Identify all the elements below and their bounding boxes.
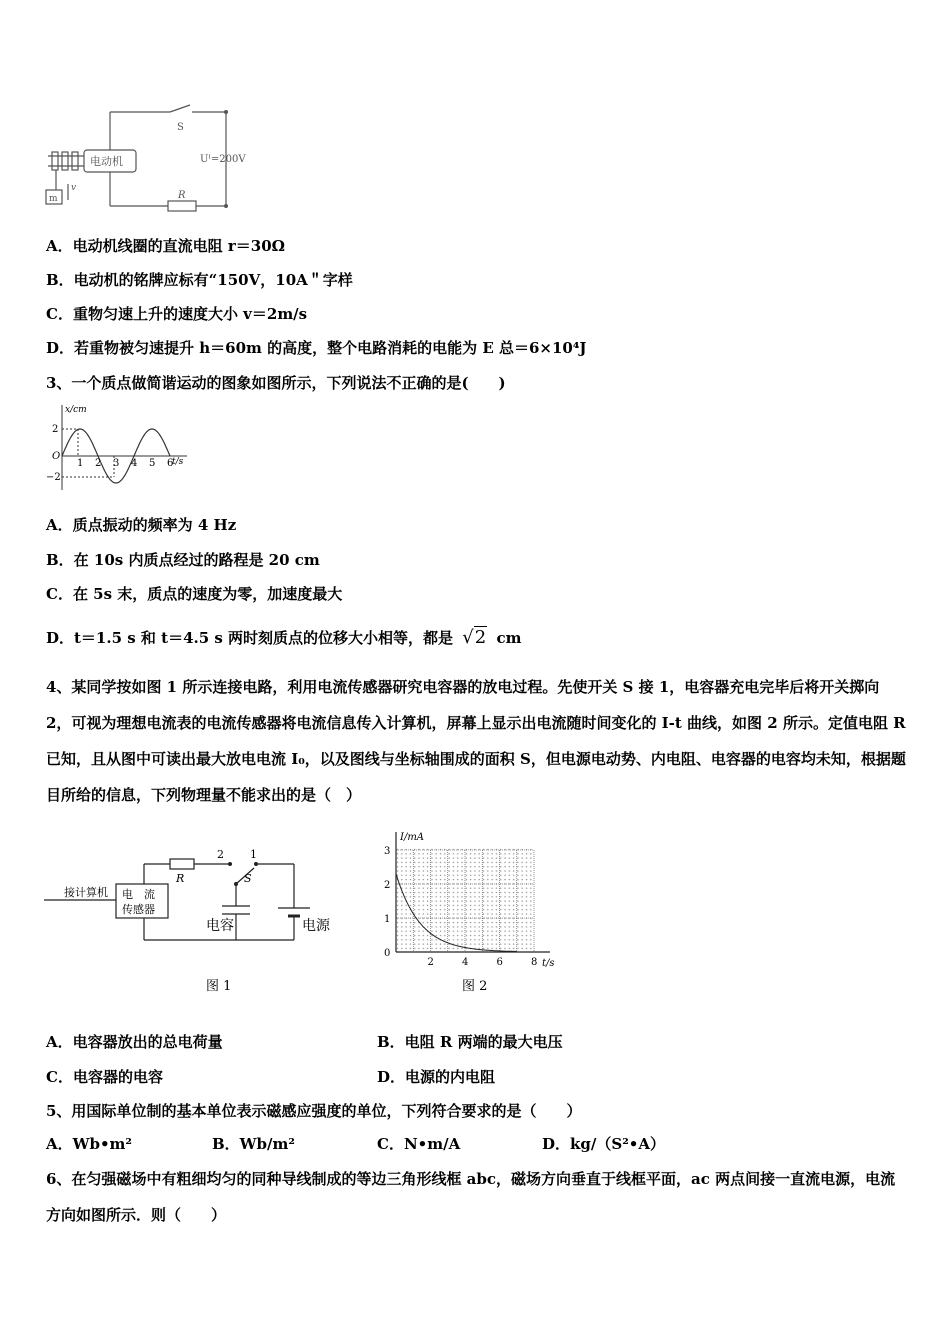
contact-2-label: 2 xyxy=(217,848,224,861)
q3-option-b: B．在 10s 内质点经过的路程是 20 cm xyxy=(46,551,320,569)
q4-option-b: B．电阻 R 两端的最大电压 xyxy=(377,1033,563,1051)
q2-option-c: C．重物匀速上升的速度大小 v＝2m/s xyxy=(46,305,308,323)
q5-option-c: C．N•m/A xyxy=(377,1135,461,1153)
q4-stem: 4、某同学按如图 1 所示连接电路，利用电流传感器研究电容器的放电过程。先使开关 S 接 1，电容器充电完毕后将开关掷向 2，可视为理想电流表的电流传感器将电流信息传入计算机，屏幕上显示出电流随时间变化的 I-t 曲线，如图 2 所示。定值电阻 R 已知，且从图中可读出最大放电电流 I₀，以及图线与坐标轴围成的面积 S，但电源电动势、内电阻、电容器的电容均未知，根据题目所给的信息，下列物理量不能求出的是（ ） xyxy=(46,678,906,804)
it-xlabel: t/s xyxy=(542,958,555,969)
computer-label: 接计算机 xyxy=(64,886,108,899)
switch-s-label: S xyxy=(244,872,252,885)
q3-option-d xyxy=(46,628,521,648)
it-ytick-label: 2 xyxy=(384,880,391,891)
shm-xtick-label: 5 xyxy=(149,458,156,469)
q4-option-c: C．电容器的电容 xyxy=(46,1068,163,1086)
mass-label: m xyxy=(49,194,58,204)
q2-option-b: B．电动机的铭牌应标有“150V，10A＂字样 xyxy=(46,271,353,289)
shm-graph xyxy=(42,400,202,495)
it-ylabel: I/mA xyxy=(400,832,425,843)
shm-y-neg: −2 xyxy=(46,472,61,483)
motor-label: 电动机 xyxy=(90,155,123,168)
shm-origin: O xyxy=(52,451,61,462)
shm-xtick-label: 4 xyxy=(131,458,138,469)
capacitor-label: 电容 xyxy=(206,918,234,934)
it-graph-figure xyxy=(374,826,574,1001)
fig2-caption: 图 2 xyxy=(462,979,488,994)
q4-option-a: A．电容器放出的总电荷量 xyxy=(46,1033,223,1051)
q3-option-d-unit: cm xyxy=(496,629,522,647)
shm-y-pos: 2 xyxy=(52,424,59,435)
voltage-label: Uᴵ=200V xyxy=(200,154,246,165)
q3-option-a: A．质点振动的频率为 4 Hz xyxy=(46,516,237,534)
sqrt-radicand: 2 xyxy=(474,627,487,648)
switch-label: S xyxy=(177,122,184,133)
q4-option-d: D．电源的内电阻 xyxy=(377,1068,496,1086)
q2-option-a: A．电动机线圈的直流电阻 r＝30Ω xyxy=(46,237,285,255)
it-xtick-label: 4 xyxy=(462,957,469,968)
it-ytick-label: 0 xyxy=(384,948,391,959)
q5-stem: 5、用国际单位制的基本单位表示磁感应强度的单位，下列符合要求的是（ ） xyxy=(46,1102,582,1120)
motor-circuit-figure xyxy=(40,100,280,215)
q5-option-d: D．kg/（S²•A） xyxy=(542,1135,665,1153)
it-xtick-label: 8 xyxy=(531,957,538,968)
q5-option-a: A．Wb•m² xyxy=(46,1135,133,1153)
q4-circuit-figure xyxy=(44,844,344,999)
shm-xtick-label: 2 xyxy=(95,458,102,469)
shm-xtick-label: 3 xyxy=(113,458,120,469)
resistor-label: R xyxy=(178,190,186,201)
it-xtick-label: 6 xyxy=(496,957,503,968)
sqrt-expression: √2 xyxy=(462,627,487,648)
it-ytick-label: 1 xyxy=(384,914,391,925)
source-label: 电源 xyxy=(302,918,330,934)
sensor-label-1: 电 流 xyxy=(122,888,155,901)
q3-option-c: C．在 5s 末，质点的速度为零，加速度最大 xyxy=(46,585,343,603)
q6-stem: 6、在匀强磁场中有粗细均匀的同种导线制成的等边三角形线框 abc，磁场方向垂直于线框平面，ac 两点间接一直流电源，电流方向如图所示．则（ ） xyxy=(46,1170,896,1224)
it-xtick-label: 2 xyxy=(427,957,434,968)
q3-option-d-text: D．t＝1.5 s 和 t＝4.5 s 两时刻质点的位移大小相等，都是 xyxy=(46,629,454,647)
q5-option-b: B．Wb/m² xyxy=(212,1135,295,1153)
shm-xtick-label: 6 xyxy=(167,458,174,469)
it-ytick-label: 3 xyxy=(384,846,391,857)
shm-xlabel: t/s xyxy=(172,457,184,467)
q3-stem: 3、一个质点做简谐运动的图象如图所示，下列说法不正确的是( ) xyxy=(46,374,506,392)
sensor-label-2: 传感器 xyxy=(122,903,155,916)
resistor-r-label: R xyxy=(176,872,185,885)
q2-option-d: D．若重物被匀速提升 h＝60m 的高度，整个电路消耗的电能为 E 总＝6×10⁴J xyxy=(46,339,587,357)
shm-ylabel: x/cm xyxy=(65,405,87,415)
shm-xtick-label: 1 xyxy=(77,458,84,469)
fig1-caption: 图 1 xyxy=(206,979,232,994)
velocity-label: v xyxy=(71,183,77,193)
contact-1-label: 1 xyxy=(250,848,257,861)
